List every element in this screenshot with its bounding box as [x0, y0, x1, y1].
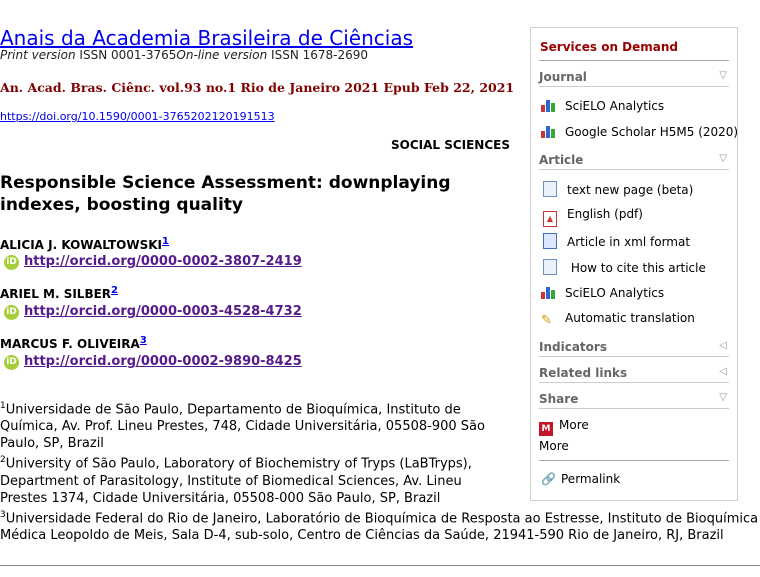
- journal-scielo-analytics-link[interactable]: [541, 98, 664, 113]
- automatic-translation-link[interactable]: [541, 311, 695, 327]
- related-links-toggle[interactable]: [539, 366, 729, 383]
- analytics-icon: [541, 98, 557, 112]
- article-title: Responsible Science Assessment: downplaying indexes, boosting quality: [0, 173, 451, 215]
- analytics-icon: [541, 285, 557, 299]
- item-label: SciELO Analytics: [565, 286, 665, 300]
- magic-wand-icon: ✎: [541, 313, 552, 328]
- chevron-down-icon: ▽: [719, 153, 727, 164]
- online-issn: ISSN 1678-2690: [271, 48, 369, 62]
- item-label: SciELO Analytics: [565, 99, 665, 113]
- affiliation-link[interactable]: 2: [111, 285, 118, 296]
- affiliation: [0, 507, 760, 544]
- english-pdf-link[interactable]: [541, 207, 643, 227]
- services-panel: [530, 27, 738, 501]
- analytics-icon: [541, 124, 557, 138]
- share-divider: [539, 460, 729, 461]
- author-name-text: MARCUS F. OLIVEIRA: [0, 337, 140, 351]
- xml-icon: [543, 233, 557, 249]
- journal-title-link[interactable]: Anais da Academia Brasileira de Ciências: [0, 26, 414, 50]
- bottom-divider: [0, 565, 760, 566]
- permalink-link[interactable]: [541, 472, 620, 486]
- item-label: Automatic translation: [565, 311, 695, 325]
- affiliation-text: Universidade Federal do Rio de Janeiro, Laboratório de Bioquímica de Resposta ao Estresse, Instituto de Bioquímica Médica Leopoldo de Meis, Sala D-4, sub-solo, Centro de Ciências da Saúde, 21941-590 Rio de Janeiro, RJ, Brazil: [0, 510, 759, 543]
- affiliation-number: 1: [0, 401, 6, 411]
- print-issn: ISSN 0001-3765: [79, 48, 177, 62]
- related-links-label: Related links: [539, 366, 628, 380]
- more-share-link[interactable]: More: [539, 439, 569, 453]
- author-name: [0, 335, 147, 351]
- affiliation: [0, 398, 500, 452]
- chevron-down-icon: ▽: [719, 392, 727, 403]
- orcid-row: [4, 254, 302, 270]
- item-label: More: [559, 418, 589, 432]
- affiliation-text: Universidade de São Paulo, Departamento de Bioquímica, Instituto de Química, Av. Prof. Lineu Prestes, 748, Cidade Universitária, 05508-900 São Paulo, SP, Brazil: [0, 402, 485, 452]
- pdf-icon: ▲: [543, 211, 557, 227]
- item-label: English (pdf): [567, 207, 643, 221]
- orcid-row: [4, 304, 302, 320]
- affiliation-link[interactable]: 3: [139, 335, 147, 346]
- chevron-down-icon: ▽: [719, 70, 727, 81]
- affiliation-number: 3: [0, 509, 6, 520]
- issn-line: [0, 48, 368, 62]
- chevron-left-icon: ◁: [719, 340, 727, 351]
- orcid-link[interactable]: http://orcid.org/0000-0003-4528-4732: [24, 304, 302, 319]
- orcid-icon: iD: [4, 355, 19, 370]
- journal-group-toggle[interactable]: [539, 70, 729, 87]
- author-name-text: ARIEL M. SILBER: [0, 287, 112, 301]
- article-group-label: Article: [539, 153, 584, 167]
- orcid-link[interactable]: http://orcid.org/0000-0002-9890-8425: [24, 354, 302, 369]
- citation-line: An. Acad. Bras. Ciênc. vol.93 no.1 Rio de Janeiro 2021 Epub Feb 22, 2021: [0, 80, 515, 95]
- section-label: SOCIAL SCIENCES: [390, 138, 510, 152]
- mendeley-icon: M: [539, 422, 553, 436]
- heading-divider: [539, 60, 729, 61]
- affiliation-number: 2: [0, 455, 6, 466]
- share-label: Share: [539, 392, 579, 406]
- doi-link[interactable]: https://doi.org/10.1590/0001-3765202120191513: [0, 110, 275, 123]
- orcid-icon: iD: [4, 305, 19, 320]
- article-scielo-analytics-link[interactable]: [541, 285, 664, 300]
- author-name: [0, 285, 118, 301]
- article-xml-link[interactable]: [541, 233, 690, 249]
- indicators-toggle[interactable]: [539, 340, 729, 357]
- chevron-left-icon: ◁: [719, 366, 727, 377]
- page-icon: [543, 181, 557, 197]
- affiliation-link[interactable]: 1: [161, 236, 169, 247]
- mendeley-share-link[interactable]: [539, 418, 589, 436]
- online-version-label: On-line version: [176, 48, 268, 62]
- text-new-page-link[interactable]: [541, 181, 693, 197]
- how-to-cite-link[interactable]: [541, 259, 706, 275]
- link-icon: 🔗: [541, 472, 556, 486]
- page-icon: [543, 259, 557, 275]
- item-label: Permalink: [561, 472, 621, 486]
- author-name-text: ALICIA J. KOWALTOWSKI: [0, 238, 162, 252]
- author-name: [0, 236, 169, 252]
- google-scholar-link[interactable]: [541, 124, 738, 139]
- journal-group-label: Journal: [539, 70, 587, 84]
- affiliation-text: University of São Paulo, Laboratory of Biochemistry of Tryps (LaBTryps), Department of Parasitology, Institute of Biomedical Sciences, Av. Lineu Prestes 1374, Cidade Universitária, 05508-000 São Paulo, SP, Brazil: [0, 456, 472, 506]
- affiliation: [0, 452, 500, 506]
- orcid-link[interactable]: http://orcid.org/0000-0002-3807-2419: [24, 254, 302, 269]
- item-label: How to cite this article: [567, 261, 706, 275]
- item-label: Google Scholar H5M5 (2020): [565, 125, 739, 139]
- item-label: Article in xml format: [567, 235, 691, 249]
- indicators-label: Indicators: [539, 340, 607, 354]
- item-label: text new page (beta): [567, 183, 694, 197]
- orcid-icon: iD: [4, 255, 19, 270]
- services-heading: Services on Demand: [540, 40, 679, 54]
- orcid-row: [4, 354, 302, 370]
- share-toggle[interactable]: [539, 392, 729, 409]
- print-version-label: Print version: [0, 48, 76, 62]
- article-group-toggle[interactable]: [539, 153, 729, 170]
